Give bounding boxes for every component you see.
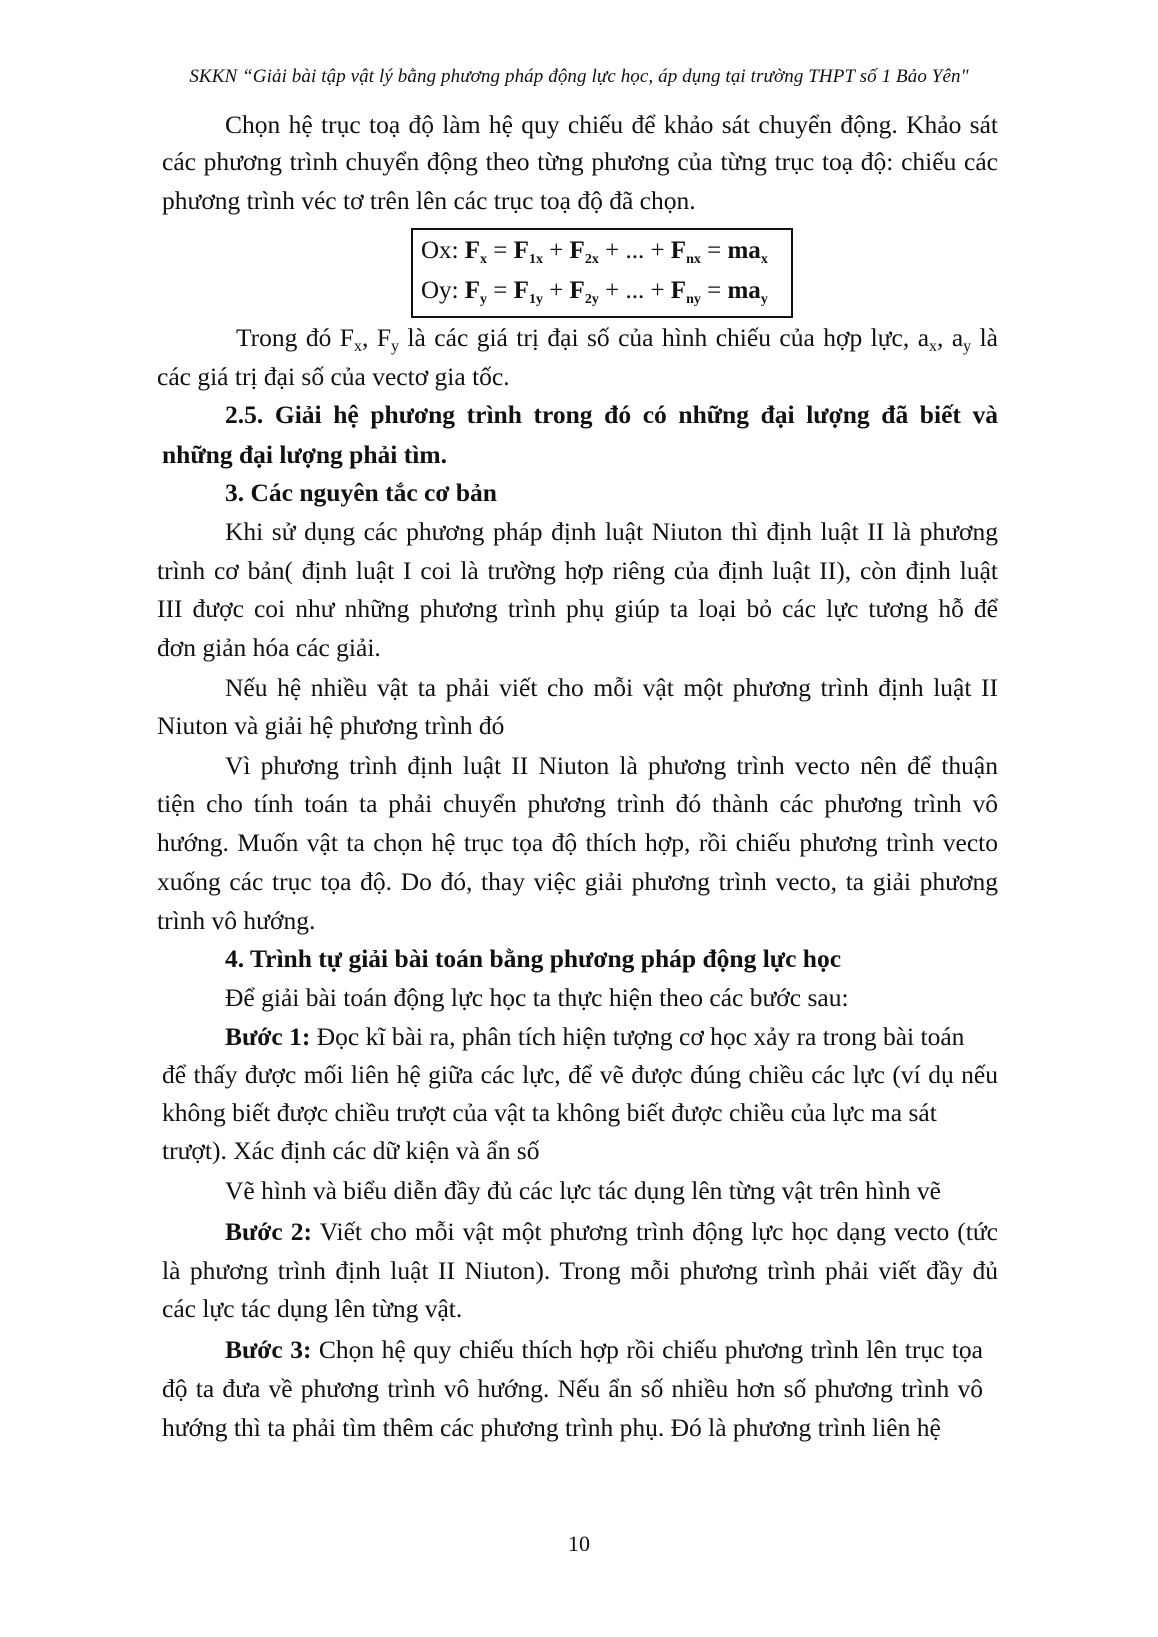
paragraph-line: phương trình véc tơ trên lên các trục toạ độ đã chọn. — [162, 186, 696, 215]
paragraph-line: Vì phương trình định luật II Niuton là phương trình vecto nên để thuận — [225, 751, 998, 780]
paragraph-line: Vẽ hình và biểu diễn đầy đủ các lực tác dụng lên từng vật trên hình vẽ — [225, 1176, 941, 1205]
paragraph-line: III được coi như những phương trình phụ giúp ta loại bỏ các lực tương hỗ để — [157, 594, 998, 623]
section-heading-2-5: 2.5. Giải hệ phương trình trong đó có những đại lượng đã biết và — [225, 400, 998, 429]
paragraph-line: độ ta đưa về phương trình vô hướng. Nếu ẩn số nhiều hơn số phương trình vô — [162, 1374, 983, 1403]
paragraph-line: không biết được chiều trượt của vật ta không biết được chiều của lực ma sát — [162, 1098, 937, 1127]
projection-formula-box — [411, 228, 793, 318]
paragraph-line: các phương trình chuyển động theo từng phương của từng trục toạ độ: chiếu các — [162, 147, 998, 176]
section-heading-2-5-cont: những đại lượng phải tìm. — [162, 440, 447, 469]
paragraph-line: trượt). Xác định các dữ kiện và ẩn số — [162, 1136, 540, 1165]
page-number: 10 — [568, 1531, 590, 1556]
paragraph-line: Chọn hệ trục toạ độ làm hệ quy chiếu để khảo sát chuyển động. Khảo sát — [225, 110, 998, 139]
paragraph-line: Nếu hệ nhiều vật ta phải viết cho mỗi vật một phương trình định luật II — [225, 673, 998, 702]
section-heading-3: 3. Các nguyên tắc cơ bản — [225, 478, 497, 507]
paragraph-line: xuống các trục tọa độ. Do đó, thay việc giải phương trình vecto, ta giải phương — [157, 867, 998, 896]
paragraph-line: các lực tác dụng lên từng vật. — [162, 1294, 463, 1323]
paragraph-line: tiện cho tính toán ta phải chuyển phương trình đó thành các phương trình vô — [157, 789, 998, 818]
paragraph-line: là phương trình định luật II Niuton). Trong mỗi phương trình phải viết đầy đủ — [162, 1256, 998, 1285]
paragraph-line: Khi sử dụng các phương pháp định luật Niuton thì định luật II là phương — [225, 517, 998, 546]
step-1: Bước 1: Đọc kĩ bài ra, phân tích hiện tượng cơ học xảy ra trong bài toán — [225, 1022, 965, 1051]
paragraph-line: trình vô hướng. — [157, 906, 316, 935]
paragraph-line: hướng. Muốn vật ta chọn hệ trục tọa độ thích hợp, rồi chiếu phương trình vecto — [157, 828, 998, 857]
paragraph-line: đơn giản hóa các giải. — [157, 633, 381, 662]
paragraph-line: Niuton và giải hệ phương trình đó — [157, 711, 505, 740]
paragraph-line: hướng thì ta phải tìm thêm các phương trình phụ. Đó là phương trình liên hệ — [162, 1413, 941, 1442]
paragraph-line: trình cơ bản( định luật I coi là trường hợp riêng của định luật II), còn định luật — [157, 556, 998, 585]
formula-oy: Oy: $F_y = F_{1y} + F_{2y}$ + ... + $F_{ny} = ma_y$ — [421, 277, 768, 307]
paragraph-line: các giá trị đại số của vectơ gia tốc. — [157, 362, 510, 391]
paragraph-line: để thấy được mối liên hệ giữa các lực, để vẽ được đúng chiều các lực (ví dụ nếu — [162, 1060, 998, 1089]
step-3: Bước 3: Chọn hệ quy chiếu thích hợp rồi chiếu phương trình lên trục tọa — [225, 1335, 984, 1364]
paragraph-line: Trong đó $F_x$, $F_y$ là các giá trị đại số của hình chiếu của hợp lực, $a_x$, $a_y$ là — [236, 323, 999, 355]
step-2: Bước 2: Viết cho mỗi vật một phương trình động lực học dạng vecto (tức — [225, 1217, 998, 1246]
running-header: SKKN “Giải bài tập vật lý bằng phương pháp động lực học, áp dụng tại trường THPT số 1 Bảo Yên" — [189, 66, 969, 87]
paragraph-line: Để giải bài toán động lực học ta thực hiện theo các bước sau: — [225, 983, 849, 1012]
formula-ox: Ox: $F_x = F_{1x} + F_{2x}$ + ... + $F_{nx} = ma_x$ — [421, 237, 768, 267]
section-heading-4: 4. Trình tự giải bài toán bằng phương pháp động lực học — [225, 944, 842, 973]
